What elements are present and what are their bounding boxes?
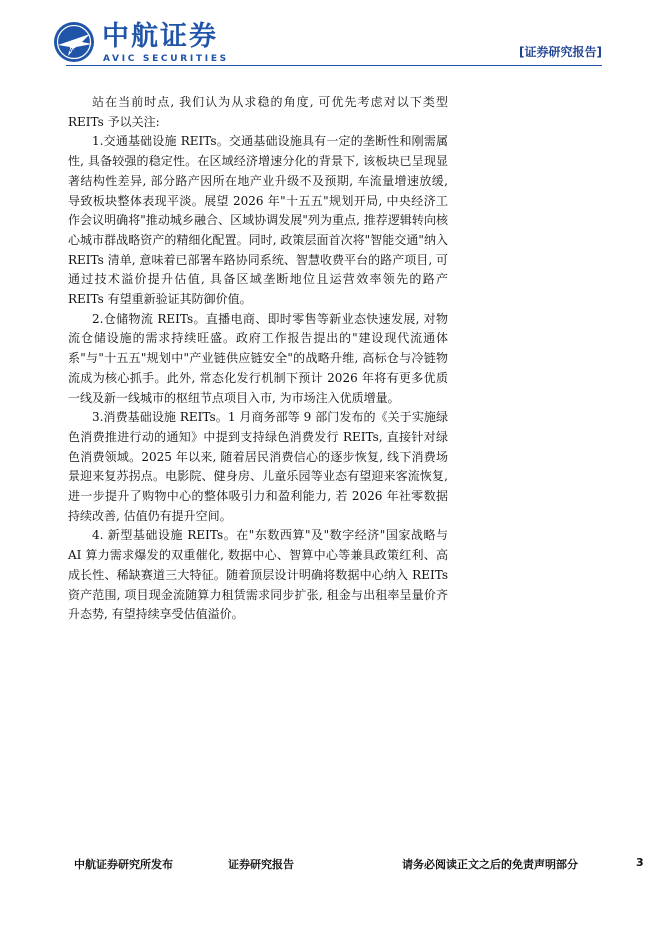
avic-logo-icon: [52, 20, 96, 64]
page-number: 3: [636, 856, 644, 869]
footer-report-type: 证券研究报告: [228, 858, 294, 871]
header-divider: [66, 65, 602, 66]
footer-publisher: 中航证券研究所发布: [74, 858, 173, 871]
report-type-tag: [证券研究报告]: [519, 45, 602, 59]
body-content: [68, 93, 448, 625]
company-name-cn: 中航证券: [102, 21, 218, 52]
footer-disclaimer: 请务必阅读正文之后的免责声明部分: [402, 858, 578, 871]
page-footer: [0, 856, 662, 872]
logistics-reits-paragraph: 2.仓储物流 REITs。直播电商、即时零售等新业态快速发展, 对物流仓储设施的需求持续旺盛。政府工作报告提出的"建设现代流通体系"与"十五五"规划中"产业链供应链安全"的战略升维, 高标仓与冷链物流成为核心抓手。此外, 常态化发行机制下预计 2026 年将有更多优质一线及新一线城市的枢纽节点项目入市, 为市场注入优质增量。: [68, 311, 448, 405]
company-name-en: AVIC SECURITIES: [103, 54, 229, 64]
new-infra-reits-paragraph: 4. 新型基础设施 REITs。在"东数西算"及"数字经济"国家战略与 AI 算力需求爆发的双重催化, 数据中心、智算中心等兼具政策红利、高成长性、稀缺赛道三大特征。随着顶层设计明确将数据中心纳入 REITs 资产范围, 项目现金流随算力租赁需求同步扩张, 租金与出租率呈量价齐升态势, 有望持续享受估值溢价。: [68, 528, 448, 622]
page-header: [52, 20, 602, 66]
intro-paragraph: 站在当前时点, 我们认为从求稳的角度, 可优先考虑对以下类型 REITs 予以关注:: [68, 95, 448, 129]
transport-reits-paragraph: 1.交通基础设施 REITs。交通基础设施具有一定的垄断性和刚需属性, 具备较强的稳定性。在区域经济增速分化的背景下, 该板块已呈现显著结构性差异, 部分路产因所在地产业升级不及预期, 车流量增速放缓, 导致板块整体表现平淡。展望 2026 年"十五五"规划开局, 中央经济工作会议明确将"推动城乡融合、区域协调发展"列为重点, 推荐逻辑转向核心城市群战略资产的精细化配置。同时, 政策层面首次将"智能交通"纳入 REITs 清单, 意味着已部署车路协同系统、智慧收费平台的路产项目, 可通过技术溢价提升估值, 具备区域垄断地位且运营效率领先的路产 REITs 有望重新验证其防御价值。: [68, 134, 448, 307]
consumer-reits-paragraph: 3.消费基础设施 REITs。1 月商务部等 9 部门发布的《关于实施绿色消费推进行动的通知》中提到支持绿色消费发行 REITs, 直接针对绿色消费领域。2025 年以来, 随着居民消费信心的逐步恢复, 线下消费场景迎来复苏拐点。电影院、健身房、儿童乐园等业态有望迎来客流恢复, 进一步提升了购物中心的整体吸引力和盈利能力, 若 2026 年社零数据持续改善, 估值仍有提升空间。: [68, 410, 448, 523]
emblem-text: AVIC: [67, 48, 81, 54]
